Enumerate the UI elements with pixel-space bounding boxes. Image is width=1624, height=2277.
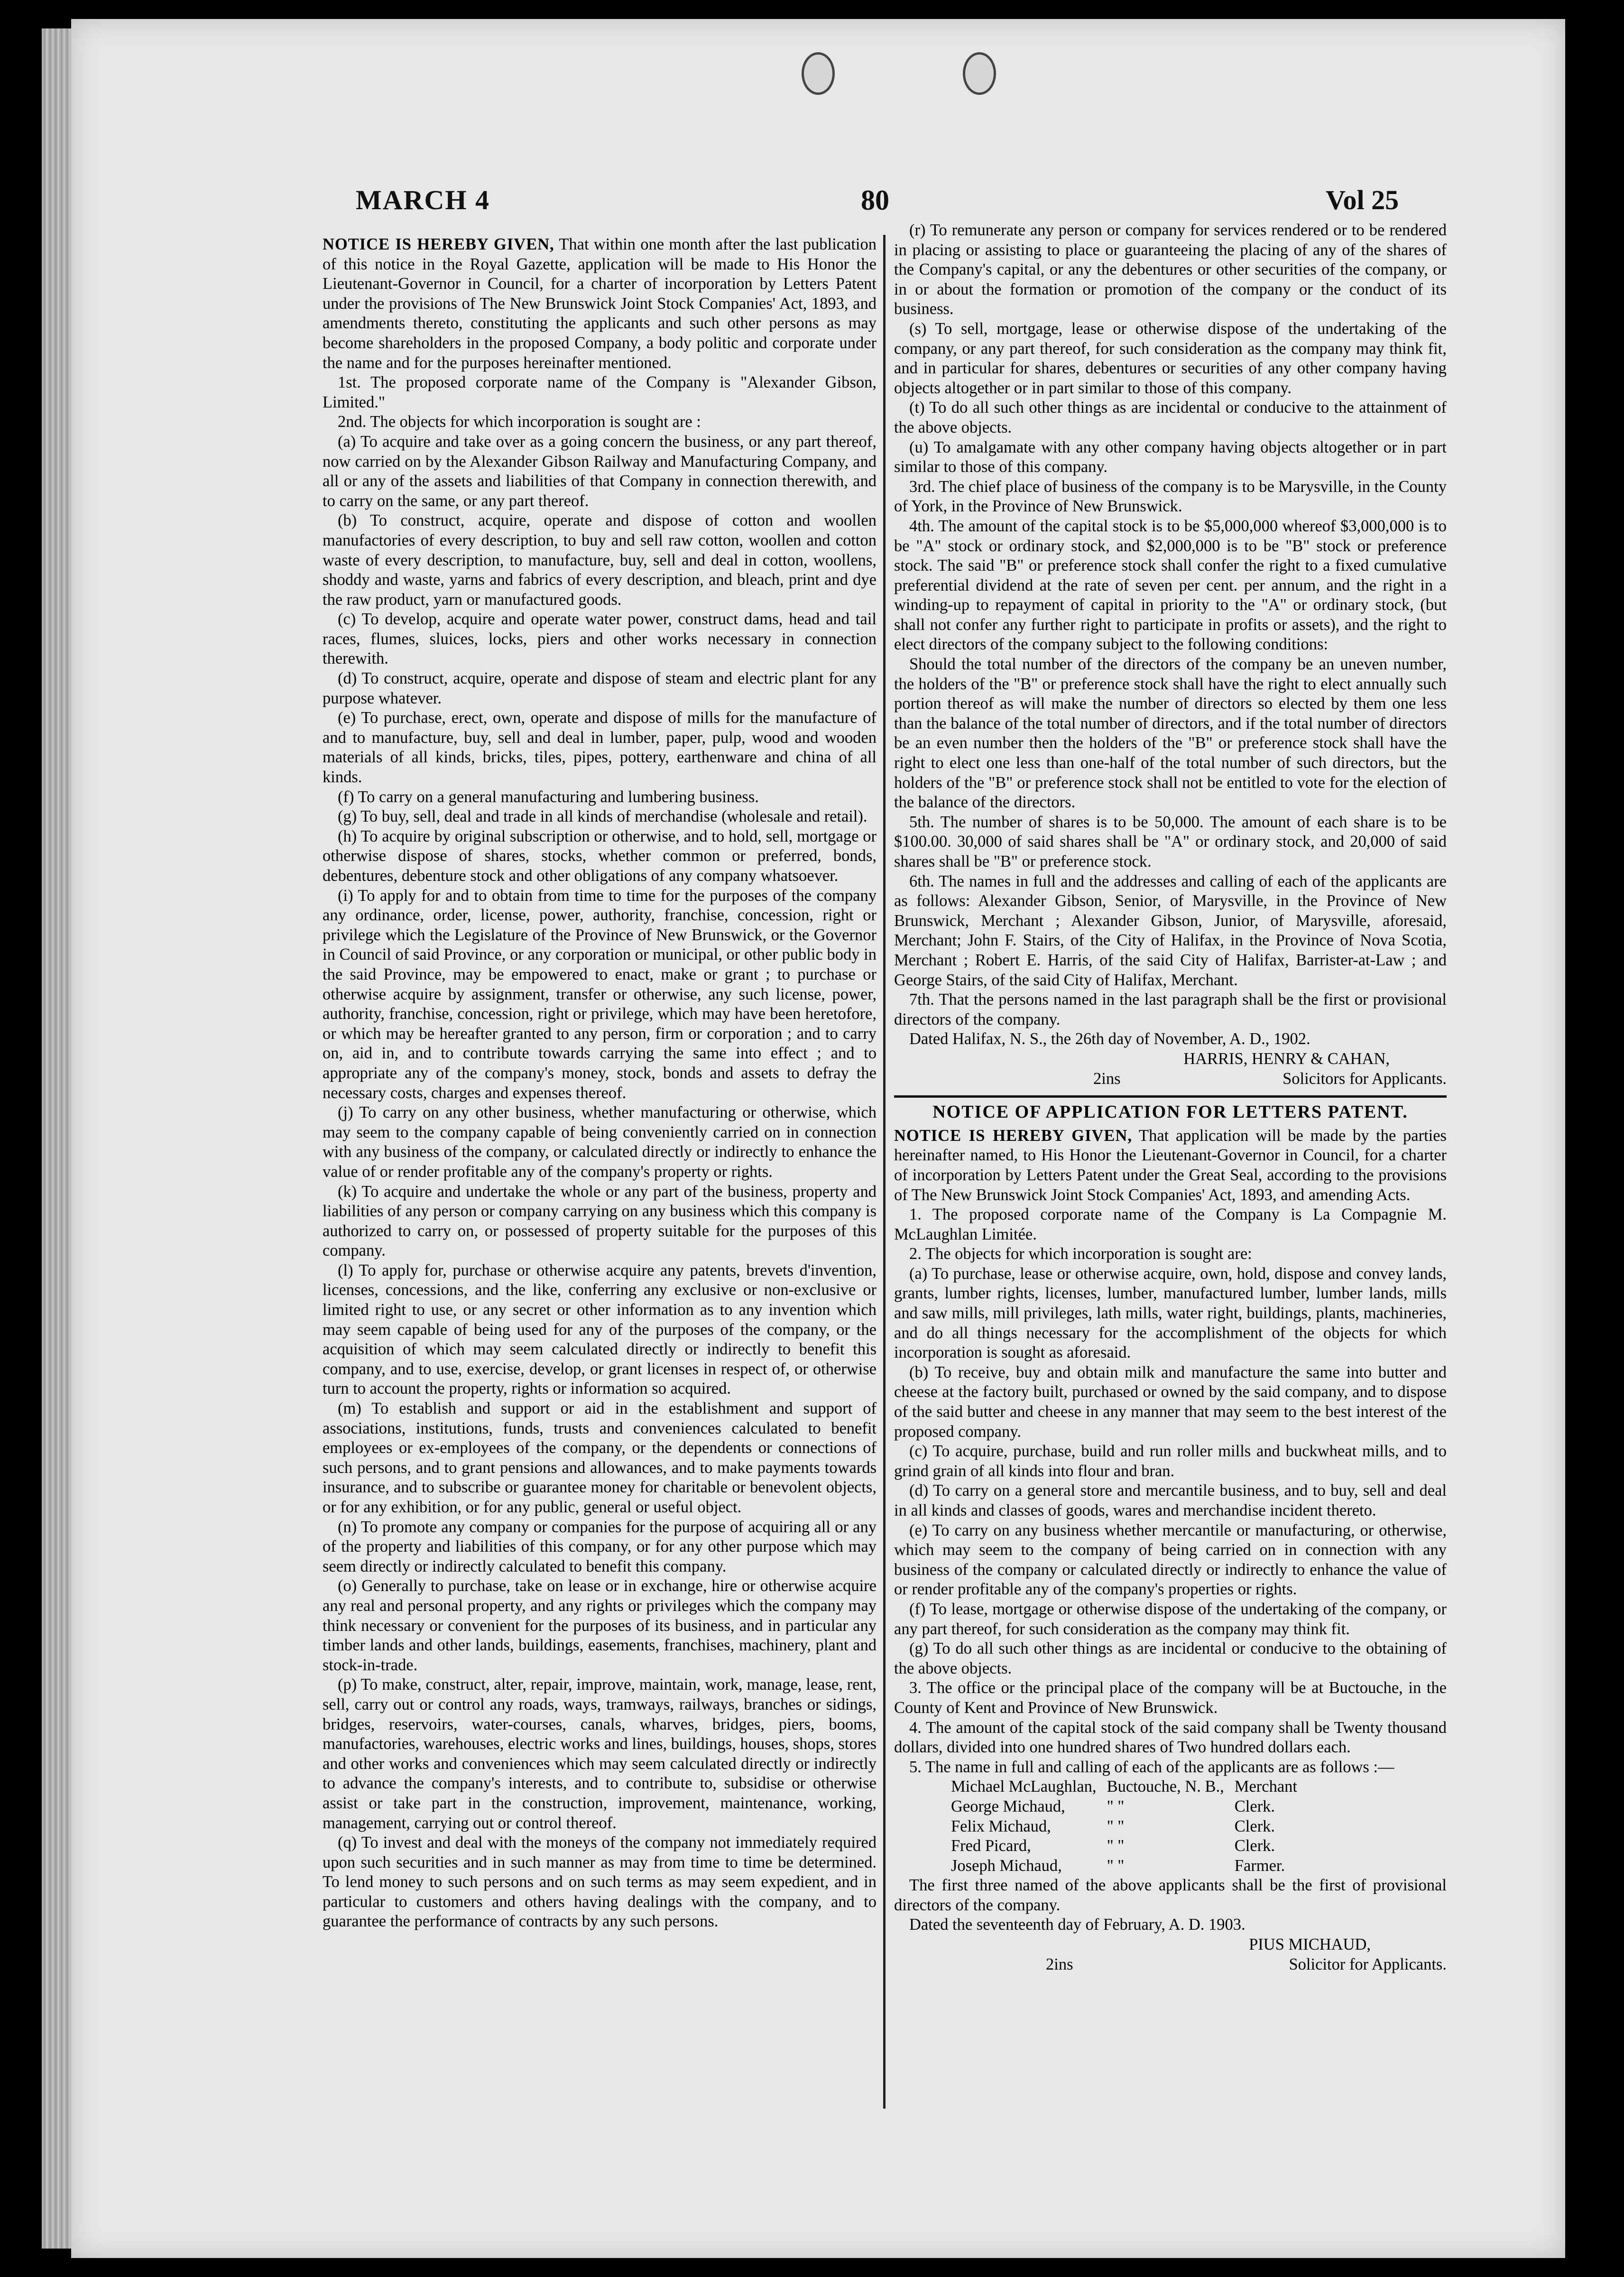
notice-headline: NOTICE OF APPLICATION FOR LETTERS PATENT. <box>894 1095 1447 1122</box>
paragraph: 4th. The amount of the capital stock is to be $5,000,000 whereof $3,000,000 is to be "A" stock or ordinary stock, and $2,000,000 is to be "B" stock or preference stock. The said "B" or preference stock shall confer the right to a fixed cumulative preferential dividend at the rate of seven per cent. per annum, and the right in a winding-up to repayment of capital in priority to the "A" or ordinary stock, (but shall not confer any further right to participate in profits or assets), and the right to elect directors of the company subject to the following conditions: <box>894 517 1447 654</box>
clause-b: (b) To construct, acquire, operate and dispose of cotton and woollen manufactories of every description, to buy and sell raw cotton, woollen and cotton waste of every description, to manufacture, buy, sell and deal in cotton, woollens, shoddy and waste, yarns and fabrics of every description, and bleach, print and dye the raw product, yarn or manufactured goods. <box>323 511 877 609</box>
paragraph: Should the total number of the directors of the company be an uneven number, the holders of the "B" or preference stock shall have the right to elect annually such portion thereof as will make the number of directors so elected by them one less than the balance of the total number of directors, and if the total number of directors be an even number then the holders of the "B" or preference stock shall have the right to elect one less than one-half of the total number of such directors, but the holders of the "B" or preference stock shall not be entitled to vote for the election of the balance of the directors. <box>894 655 1447 812</box>
notice-intro: NOTICE IS HEREBY GIVEN, That within one month after the last publication of this notice in the Royal Gazette, application will be made to His Honor the Lieutenant-Governor in Council, for a charter of incorporation by Letters Patent under the provisions of The New Brunswick Joint Stock Companies' Act, 1893, and amendments thereto, constituting the applicants and such other persons as may become shareholders in the proposed Company, a body politic and corporate under the name and for the purposes hereinafter mentioned. <box>323 235 877 372</box>
notice-lead: NOTICE IS HEREBY GIVEN, <box>894 1126 1132 1145</box>
paragraph: The first three named of the above applicants shall be the first of provisional directors of the company. <box>894 1876 1447 1914</box>
left-column <box>323 235 877 2132</box>
table-row: Michael McLaughlan, Buctouche, N. B., Merchant <box>951 1777 1297 1796</box>
dated-line: Dated the seventeenth day of February, A. D. 1903. <box>909 1916 1246 1934</box>
right-column <box>894 221 1447 2118</box>
clause-s: (s) To sell, mortgage, lease or otherwise dispose of the undertaking of the company, or any part thereof, for such consideration as the company may think fit, and in particular for shares, debentures or securities of any other company having objects altogether or in part similar to those of this company. <box>894 319 1447 397</box>
insertion-count: 2ins <box>1093 1069 1121 1088</box>
clause-c: (c) To acquire, purchase, build and run roller mills and buckwheat mills, and to grind grain of all kinds into flour and bran. <box>894 1442 1447 1480</box>
signature: PIUS MICHAUD, <box>1249 1935 1371 1954</box>
paragraph: 1. The proposed corporate name of the Company is La Compagnie M. McLaughlan Limitée. <box>894 1205 1447 1243</box>
clause-i: (i) To apply for and to obtain from time to time for the purposes of the company any ordinance, order, license, power, authority, franchise, concession, right or privilege which the Legislature of the Province of New Brunswick, or the Governor in Council of said Province, or any corporation or municipal, or other public body in the said Province, may be empowered to enact, make or grant ; to purchase or otherwise acquire by assignment, transfer or otherwise, any such license, power, authority, franchise, concession, right or privilege, which may have been heretofore, or which may be hereafter granted to any person, firm or corporation ; and to carry on, aid in, and to contribute towards carrying the same into effect ; and to appropriate any of the company's money, stock, bonds and assets to defray the necessary costs, charges and expenses thereof. <box>323 886 877 1102</box>
issue-date: MARCH 4 <box>356 185 490 215</box>
volume-number: Vol 25 <box>1326 185 1399 215</box>
paragraph: 3. The office or the principal place of the company will be at Buctouche, in the County of Kent and Province of New Brunswick. <box>894 1679 1447 1717</box>
notice-intro: NOTICE IS HEREBY GIVEN, That application will be made by the parties hereinafter named, to His Honor the Lieutenant-Governor in Council, for a charter of incorporation by Letters Patent under the Great Seal, according to the provisions of The New Brunswick Joint Stock Companies' Act, 1893, and amending Acts. <box>894 1126 1447 1204</box>
paragraph: 4. The amount of the capital stock of the said company shall be Twenty thousand dollars, divided into one hundred shares of Two hundred dollars each. <box>894 1718 1447 1757</box>
notice-lead: NOTICE IS HEREBY GIVEN, <box>323 235 554 253</box>
table-row: Joseph Michaud, " " Farmer. <box>951 1856 1285 1875</box>
paragraph: 5. The name in full and calling of each of the applicants are as follows :— <box>909 1758 1394 1776</box>
clause-h: (h) To acquire by original subscription or otherwise, and to hold, sell, mortgage or otherwise dispose of shares, stocks, whether common or preferred, bonds, debentures, debenture stock and other obligations of any company whatsoever. <box>323 827 877 885</box>
paragraph: 2. The objects for which incorporation is sought are: <box>909 1245 1252 1263</box>
clause-t: (t) To do all such other things as are incidental or conducive to the attainment of the above objects. <box>894 398 1447 436</box>
clause-f: (f) To carry on a general manufacturing and lumbering business. <box>338 787 759 806</box>
binding-hole <box>802 52 835 95</box>
clause-a: (a) To acquire and take over as a going concern the business, or any part thereof, now carried on by the Alexander Gibson Railway and Manufacturing Company, and all or any of the assets and liabilities of that Company in connection therewith, and to carry on the same, or any part thereof. <box>323 432 877 510</box>
clause-e: (e) To carry on any business whether mercantile or manufacturing, or otherwise, which may seem to the company of being carried on in connection with any business of the company or calculated directly or indirectly to enhance the value of or render profitable any of the company's properties or rights. <box>894 1521 1447 1599</box>
insertion-count: 2ins <box>1046 1955 1073 1973</box>
dated-line: Dated Halifax, N. S., the 26th day of November, A. D., 1902. <box>909 1030 1310 1048</box>
clause-r: (r) To remunerate any person or company for services rendered or to be rendered in placing or assisting to place or guaranteeing the placing of any of the shares of the Company's capital, or any the debentures or other securities of the company, or in or about the formation or promotion of the company or the conduct of its business. <box>894 221 1447 318</box>
table-row: George Michaud, " " Clerk. <box>951 1797 1275 1815</box>
paragraph: 5th. The number of shares is to be 50,000. The amount of each share is to be $100.00. 30,000 of said shares shall be "A" or ordinary stock, and 20,000 of said shares shall be "B" or preference stock. <box>894 813 1447 870</box>
clause-d: (d) To construct, acquire, operate and dispose of steam and electric plant for any purpose whatever. <box>323 669 877 707</box>
clause-l: (l) To apply for, purchase or otherwise acquire any patents, brevets d'invention, licenses, concessions, and the like, conferring any exclusive or non-exclusive or limited right to use, or any secret or other information as to any invention which may seem capable of being used for any of the purposes of the company, or the acquisition of which may seem calculated directly or indirectly to benefit this company, and to use, exercise, develop, or grant licenses in respect of, or otherwise turn to account the property, rights or information so acquired. <box>323 1261 877 1398</box>
solicitor-label: Solicitor for Applicants. <box>1289 1955 1447 1973</box>
applicants-table <box>951 1777 1308 1876</box>
clause-p: (p) To make, construct, alter, repair, improve, maintain, work, manage, lease, rent, sell, carry out or control any roads, ways, tramways, railways, branches or sidings, bridges, reservoirs, water-courses, canals, wharves, bridges, piers, booms, manufactories, warehouses, electric works and lines, buildings, houses, shops, stores and other works and conveniences which may seem calculated directly or indirectly to advance the company's interests, and to contribute to, subsidise or otherwise assist or take part in the construction, improvement, maintenance, working, management, carrying out or control thereof. <box>323 1675 877 1832</box>
clause-e: (e) To purchase, erect, own, operate and dispose of mills for the manufacture of and to manufacture, buy, sell and deal in lumber, paper, pulp, wood and wooden materials of all kinds, bricks, tiles, pipes, pottery, earthenware and china of all kinds. <box>323 709 877 787</box>
signature: HARRIS, HENRY & CAHAN, <box>1183 1049 1390 1068</box>
paragraph: 1st. The proposed corporate name of the Company is "Alexander Gibson, Limited." <box>323 373 877 411</box>
insertion-row <box>894 1069 1447 1089</box>
paragraph: 3rd. The chief place of business of the company is to be Marysville, in the County of York, in the Province of New Brunswick. <box>894 477 1447 516</box>
paragraph: 2nd. The objects for which incorporation is sought are : <box>338 413 701 431</box>
clause-q: (q) To invest and deal with the moneys of the company not immediately required upon such securities and in such manner as may from time to time be determined. To lend money to such persons and on such terms as may seem expedient, and in particular to customers and others having dealings with the company, and to guarantee the performance of contracts by any such persons. <box>323 1833 877 1931</box>
column-divider <box>883 235 886 2109</box>
clause-a: (a) To purchase, lease or otherwise acquire, own, hold, dispose and convey lands, grants, lumber rights, licenses, lumber, manufactured lumber, lumber lands, mills and saw mills, mill privileges, lath mills, water right, buildings, plants, machineries, and do all things necessary for the accomplishment of the objects for which incorporation is sought as aforesaid. <box>894 1264 1447 1362</box>
page-number: 80 <box>861 185 889 216</box>
clause-g: (g) To buy, sell, deal and trade in all kinds of merchandise (wholesale and retail). <box>338 807 867 826</box>
solicitor-label: Solicitors for Applicants. <box>1283 1069 1447 1088</box>
clause-m: (m) To establish and support or aid in the establishment and support of associations, institutions, funds, trusts and conveniences calculated to benefit employees or ex-employees of the company, or the dependents or connections of such persons, and to grant pensions and allowances, and to make payments towards insurance, and to subscribe or guarantee money for charitable or benevolent objects, or for any exhibition, or for any public, general or useful object. <box>323 1399 877 1516</box>
clause-c: (c) To develop, acquire and operate water power, construct dams, head and tail races, flumes, sluices, locks, piers and other works necessary in connection therewith. <box>323 610 877 668</box>
clause-k: (k) To acquire and undertake the whole or any part of the business, property and liabilities of any person or company carrying on any business which this company is authorized to carry on, or possessed of property suitable for the purposes of this company. <box>323 1182 877 1260</box>
clause-b: (b) To receive, buy and obtain milk and manufacture the same into butter and cheese at the factory built, purchased or owned by the said company, and to dispose of the said butter and cheese in any manner that may seem to the best interest of the proposed company. <box>894 1363 1447 1441</box>
clause-f: (f) To lease, mortgage or otherwise dispose of the undertaking of the company, or any part thereof, for such consideration as the company may think fit. <box>894 1600 1447 1638</box>
clause-d: (d) To carry on a general store and mercantile business, and to buy, sell and deal in all kinds and classes of goods, wares and merchandise incident thereto. <box>894 1481 1447 1519</box>
clause-u: (u) To amalgamate with any other company having objects altogether or in part similar to those of this company. <box>894 438 1447 476</box>
paragraph: 7th. That the persons named in the last paragraph shall be the first or provisional directors of the company. <box>894 990 1447 1028</box>
insertion-row <box>894 1955 1447 1975</box>
paragraph: 6th. The names in full and the addresses and calling of each of the applicants are as follows: Alexander Gibson, Senior, of Marysville, in the Province of New Brunswick, Merchant ; Alexander Gibson, Junior, of Marysville, aforesaid, Merchant; John F. Stairs, of the City of Halifax, in the Province of Nova Scotia, Merchant ; Robert E. Harris, of the said City of Halifax, Barrister-at-Law ; and George Stairs, of the said City of Halifax, Merchant. <box>894 872 1447 989</box>
clause-g: (g) To do all such other things as are incidental or conducive to the obtaining of the above objects. <box>894 1639 1447 1677</box>
binding-hole <box>963 52 996 95</box>
table-row: Fred Picard, " " Clerk. <box>951 1837 1275 1855</box>
clause-o: (o) Generally to purchase, take on lease or in exchange, hire or otherwise acquire any real and personal property, and any rights or privileges which the company may think necessary or convenient for the purposes of its business, and in particular any timber lands and other lands, buildings, easements, franchises, machinery, plant and stock-in-trade. <box>323 1577 877 1674</box>
clause-j: (j) To carry on any other business, whether manufacturing or otherwise, which may seem to the company capable of being conveniently carried on in connection with any business of the company, or calculated directly or indirectly to enhance the value of or render profitable any of the company's property or rights. <box>323 1103 877 1181</box>
table-row: Felix Michaud, " " Clerk. <box>951 1817 1275 1835</box>
clause-n: (n) To promote any company or companies for the purpose of acquiring all or any of the property and liabilities of this company, or for any other purpose which may seem directly or indirectly calculated to benefit this company. <box>323 1518 877 1575</box>
